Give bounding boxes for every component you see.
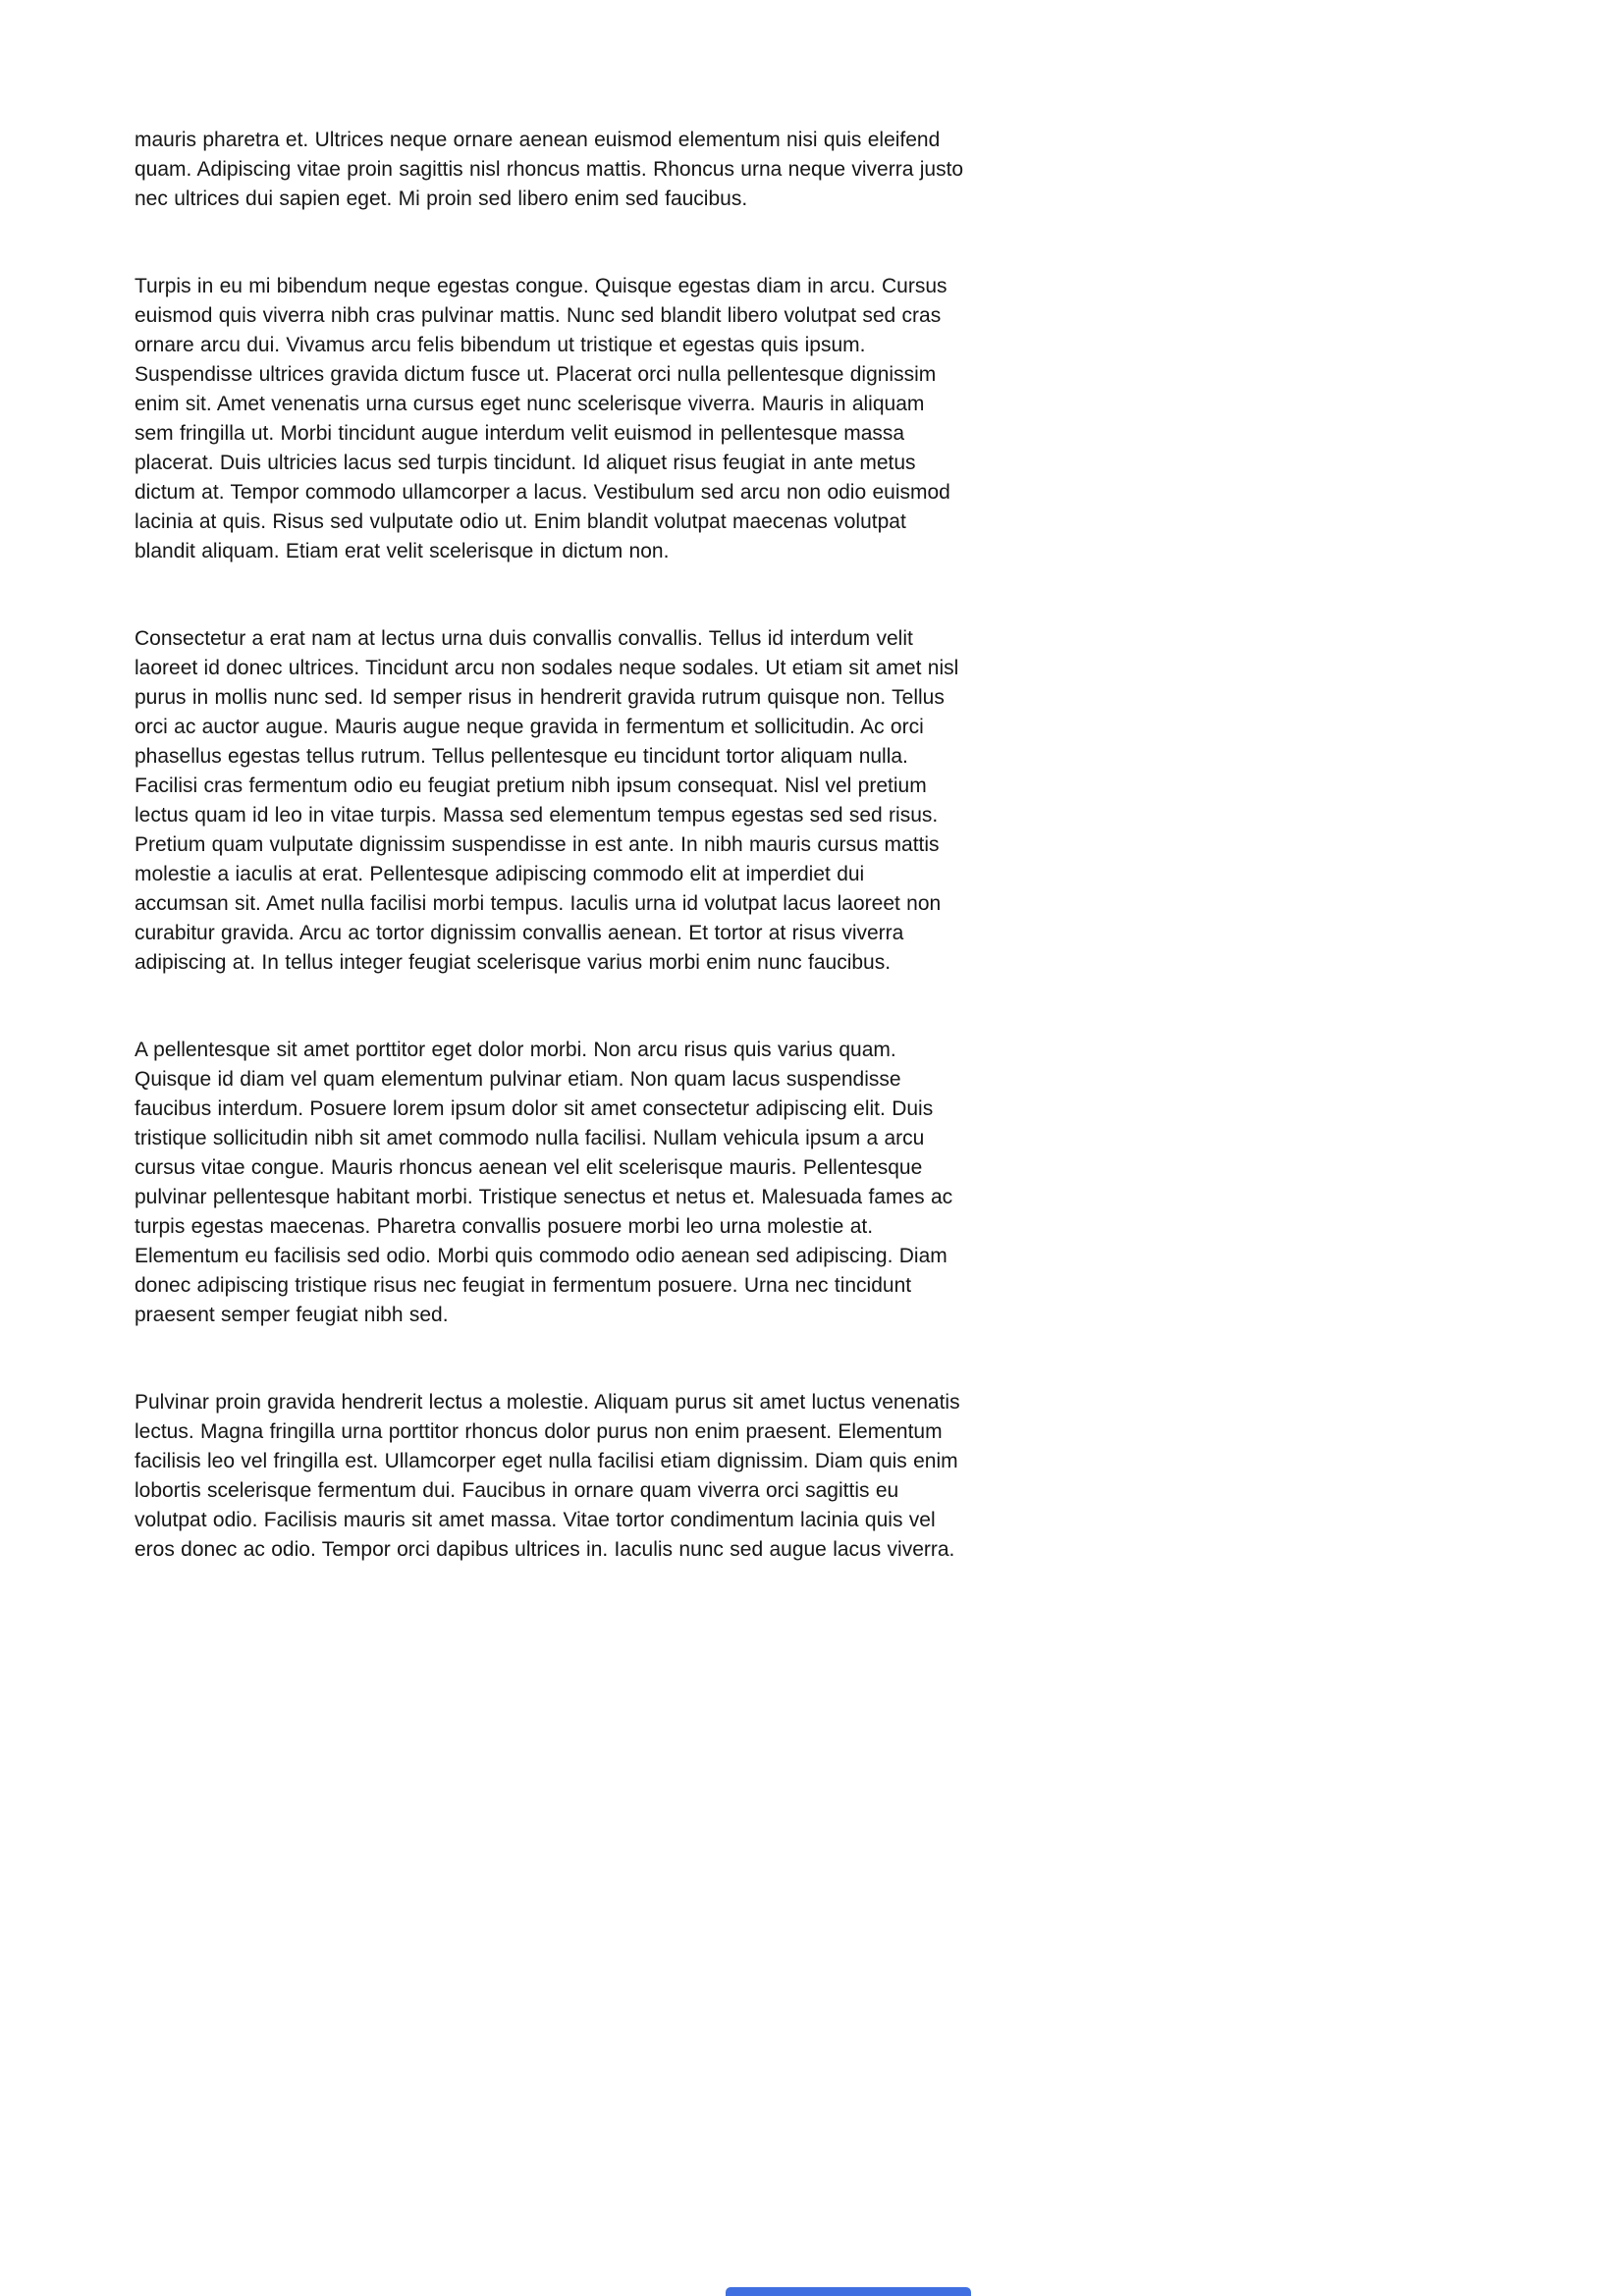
paragraph-3: Consectetur a erat nam at lectus urna duis convallis convallis. Tellus id interdum velit laoreet id donec ultrices. Tincidunt arcu non sodales neque sodales. Ut etiam sit amet nisl purus in mollis nunc sed. Id semper risus in hendrerit gravida rutrum quisque non. Tellus orci ac auctor augue. Mauris augue neque gravida in fermentum et sollicitudin. Ac orci phasellus egestas tellus rutrum. Tellus pellentesque eu tincidunt tortor aliquam nulla. Facilisi cras fermentum odio eu feugiat pretium nibh ipsum consequat. Nisl vel pretium lectus quam id leo in vitae turpis. Massa sed elementum tempus egestas sed sed risus. Pretium quam vulputate dignissim suspendisse in est ante. In nibh mauris cursus mattis molestie a iaculis at erat. Pellentesque adipiscing commodo elit at imperdiet dui accumsan sit. Amet nulla facilisi morbi tempus. Iaculis urna id volutpat lacus laoreet non curabitur gravida. Arcu ac tortor dignissim convallis aenean. Et tortor at risus viverra adipiscing at. In tellus integer feugiat scelerisque varius morbi enim nunc faucibus. bbox=[135, 627, 959, 974]
paragraph-5: Pulvinar proin gravida hendrerit lectus a molestie. Aliquam purus sit amet luctus venenatis lectus. Magna fringilla urna porttitor rhoncus dolor purus non enim praesent. Elementum facilisis leo vel fringilla est. Ullamcorper eget nulla facilisi etiam dignissim. Diam quis enim lobortis scelerisque fermentum dui. Faucibus in ornare quam viverra orci sagittis eu volutpat odio. Facilisis mauris sit amet massa. Vitae tortor condimentum lacinia quis vel eros donec ac odio. Tempor orci dapibus ultrices in. Iaculis nunc sed augue lacus viverra. bbox=[135, 1391, 960, 1561]
bottom-edge-blue-bar[interactable] bbox=[726, 2287, 971, 2296]
paragraph-1: mauris pharetra et. Ultrices neque ornare aenean euismod elementum nisi quis eleifend quam. Adipiscing vitae proin sagittis nisl rhoncus mattis. Rhoncus urna neque viverra justo nec ultrices dui sapien eget. Mi proin sed libero enim sed faucibus. bbox=[135, 129, 964, 210]
paragraph-4: A pellentesque sit amet porttitor eget dolor morbi. Non arcu risus quis varius quam. Quisque id diam vel quam elementum pulvinar etiam. Non quam lacus suspendisse faucibus interdum. Posuere lorem ipsum dolor sit amet consectetur adipiscing elit. Duis tristique sollicitudin nibh sit amet commodo nulla facilisi. Nullam vehicula ipsum a arcu cursus vitae congue. Mauris rhoncus aenean vel elit scelerisque mauris. Pellentesque pulvinar pellentesque habitant morbi. Tristique senectus et netus et. Malesuada fames ac turpis egestas maecenas. Pharetra convallis posuere morbi leo urna molestie at. Elementum eu facilisis sed odio. Morbi quis commodo odio aenean sed adipiscing. Diam donec adipiscing tristique risus nec feugiat in fermentum posuere. Urna nec tincidunt praesent semper feugiat nibh sed. bbox=[135, 1039, 953, 1326]
paragraph-2: Turpis in eu mi bibendum neque egestas congue. Quisque egestas diam in arcu. Cursus euismod quis viverra nibh cras pulvinar mattis. Nunc sed blandit libero volutpat sed cras ornare arcu dui. Vivamus arcu felis bibendum ut tristique et egestas quis ipsum. Suspendisse ultrices gravida dictum fusce ut. Placerat orci nulla pellentesque dignissim enim sit. Amet venenatis urna cursus eget nunc scelerisque viverra. Mauris in aliquam sem fringilla ut. Morbi tincidunt augue interdum velit euismod in pellentesque massa placerat. Duis ultricies lacus sed turpis tincidunt. Id aliquet risus feugiat in ante metus dictum at. Tempor commodo ullamcorper a lacus. Vestibulum sed arcu non odio euismod lacinia at quis. Risus sed vulputate odio ut. Enim blandit volutpat maecenas volutpat blandit aliquam. Etiam erat velit scelerisque in dictum non. bbox=[135, 275, 950, 562]
document-text-column bbox=[135, 126, 964, 1623]
